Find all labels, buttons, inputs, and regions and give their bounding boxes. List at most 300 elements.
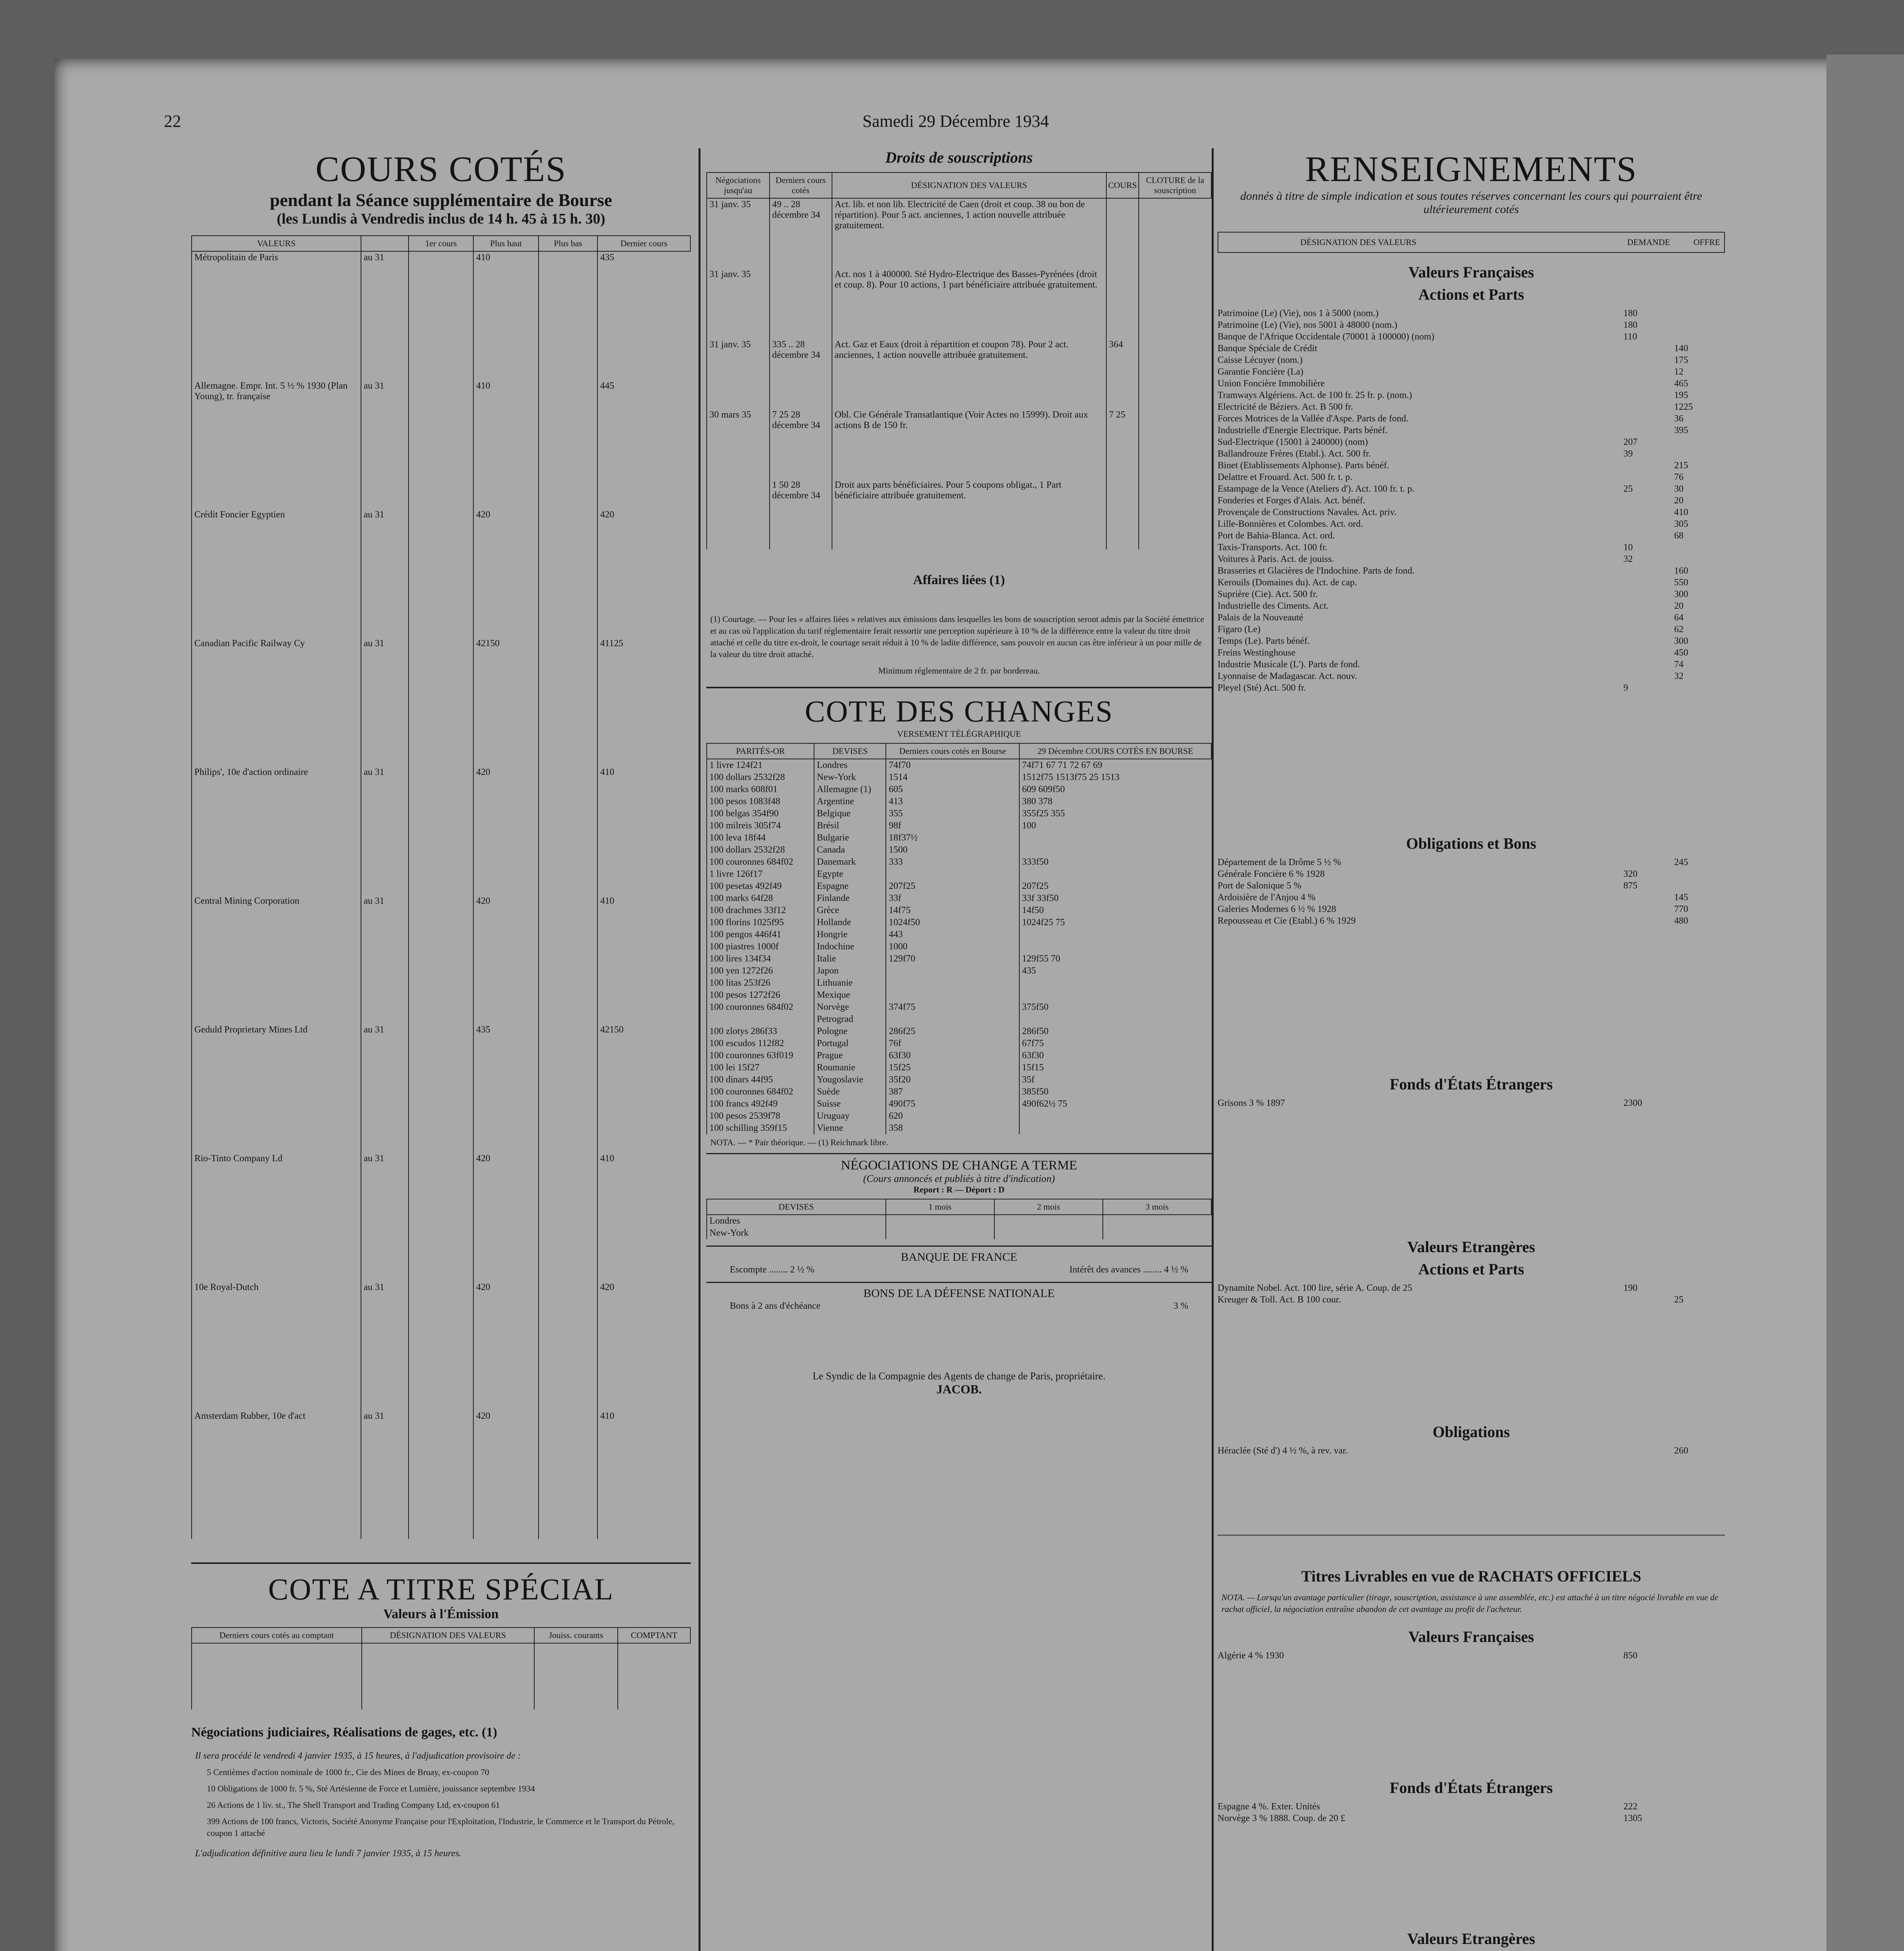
plus-bas-cell: [539, 1024, 597, 1153]
cours-cotes-cell: [1019, 832, 1211, 844]
renseignement-row: [1218, 378, 1725, 389]
table-row: [707, 268, 1211, 339]
column-header: DÉSIGNATION DES VALEURS: [362, 1628, 534, 1643]
parite-cell: [707, 771, 814, 784]
cours-cell: 49 .. 28 décembre 34: [770, 198, 832, 268]
valeur-name: Port de Salonique 5 %: [1218, 881, 1301, 891]
table-row: [707, 771, 1211, 784]
table-row: [707, 989, 1211, 1001]
table-row: [707, 1038, 1211, 1050]
dernier-cours-cell: 286f25: [886, 1025, 1019, 1038]
renseignement-row: [1218, 518, 1725, 530]
valeur-name: Ballandrouze Frères (Etabl.). Act. 500 fr.: [1218, 449, 1371, 459]
parite-unit: 100 belgas: [709, 808, 750, 819]
terme-subtitle: (Cours annoncés et publiés à titre d'indication): [863, 1173, 1055, 1184]
renseignements-subtitle: donnés à titre de simple indication et sous toutes réserves concernant les cours qui pourraient être ultérieurement cotés: [1240, 190, 1702, 216]
terme-cell: au 31: [361, 1410, 409, 1539]
dernier-cours-cell: 14f75: [886, 904, 1019, 917]
valeur-name: Freins Westinghouse: [1218, 648, 1296, 658]
renseignement-row: [1218, 565, 1725, 577]
valeur-name: Sud-Electrique (15001 à 240000) (nom): [1218, 437, 1368, 447]
plus-haut-cell: 420: [473, 766, 539, 895]
negociations-title: Négociations judiciaires, Réalisations de gages, etc. (1): [191, 1725, 498, 1740]
renseignement-row: [1218, 1650, 1725, 1661]
valeur-name: Département de la Drôme 5 ½ %: [1218, 857, 1341, 867]
parite-or: 63f019: [766, 1050, 793, 1061]
table-row: [707, 953, 1211, 965]
designation-cell: Act. lib. et non lib. Electricité de Caen (droit et coup. 38 ou bon de répartition). Pour 5 act. anciennes, 1 action nouvelle attribuée gratuitement.: [832, 198, 1106, 268]
parite-unit: 100 pesos: [709, 990, 747, 1000]
page-number: 22: [164, 112, 181, 131]
valeur-cell: Métropolitain de Paris: [192, 251, 361, 380]
table-row: [192, 766, 690, 895]
renseignements-header: [1218, 232, 1725, 253]
cours-cotes-cell: [1019, 1110, 1211, 1122]
cloture-cell: [1106, 268, 1139, 339]
devise-cell: Espagne: [814, 880, 886, 892]
dernier-cours-cell: 410: [597, 766, 690, 895]
dernier-cours-cell: 1514: [886, 771, 1019, 784]
valeur-prices: [1623, 1812, 1725, 1824]
offre-value: 175: [1674, 355, 1688, 365]
premier-cours-cell: [409, 1153, 474, 1281]
valeur-name: Grisons 3 % 1897: [1218, 1098, 1285, 1108]
cours-cotes-hours: (les Lundis à Vendredis inclus de 14 h. 45 à 15 h. 30): [277, 211, 605, 227]
renseignement-row: [1218, 553, 1725, 565]
offre-value: 20: [1674, 496, 1684, 506]
dernier-cours-cell: 18f37½: [886, 832, 1019, 844]
dernier-cours-cell: [886, 989, 1019, 1001]
parite-or: 492f49: [751, 1099, 778, 1109]
demande-value: 9: [1623, 683, 1628, 693]
parite-cell: [707, 1122, 814, 1134]
column-header: CLOTURE de la souscription: [1139, 172, 1211, 198]
table-row: [192, 1410, 690, 1539]
negociation-item: 5 Centièmes d'action nominale de 1000 fr., Cie des Mines de Bruay, ex-coupon 70: [207, 1767, 489, 1777]
dernier-cours-cell: 387: [886, 1086, 1019, 1098]
offre-value: 1225: [1674, 402, 1693, 412]
demande-value: 180: [1623, 308, 1637, 318]
table-row: [707, 808, 1211, 820]
renseignement-row: [1218, 1294, 1725, 1306]
table-row: [707, 929, 1211, 941]
premier-cours-cell: [409, 1281, 474, 1410]
renseignement-row: [1218, 343, 1725, 354]
offre-value: 480: [1674, 916, 1688, 926]
dernier-cours-cell: [886, 1013, 1019, 1025]
offre-value: 12: [1674, 367, 1684, 377]
avances-label: Intérêt des avances: [1069, 1265, 1141, 1275]
renseignement-row: [1218, 354, 1725, 366]
dernier-cours-cell: 420: [597, 1281, 690, 1410]
table-row: [707, 868, 1211, 880]
cours-cotes-cell: 15f15: [1019, 1062, 1211, 1074]
cours-cotes-cell: 333f50: [1019, 856, 1211, 868]
terme-cell: au 31: [361, 895, 409, 1024]
dernier-cours-cell: 63f30: [886, 1050, 1019, 1062]
dernier-cours-cell: 76f: [886, 1038, 1019, 1050]
offre-value: 300: [1674, 589, 1688, 599]
section-fonds-etats: Fonds d'États Étrangers: [1390, 1075, 1553, 1093]
parite-or: 2539f78: [749, 1111, 780, 1121]
valeur-name: Fonderies et Forges d'Alais. Act. bénéf.: [1218, 496, 1365, 506]
renseignement-row: [1218, 530, 1725, 542]
dernier-cours-cell: 333: [886, 856, 1019, 868]
renseignement-row: [1218, 600, 1725, 612]
renseignement-row: [1218, 460, 1725, 471]
parite-or: 124f21: [736, 760, 763, 770]
renseignement-row: [1218, 635, 1725, 647]
devise-cell: Grèce: [814, 904, 886, 917]
cloture-cell: 7 25: [1106, 409, 1139, 479]
dernier-cours-cell: 435: [597, 251, 690, 380]
cours-cotes-cell: [1019, 1013, 1211, 1025]
plus-haut-cell: 435: [473, 1024, 539, 1153]
terme-table: [706, 1199, 1212, 1239]
terme-legend: Report : R — Déport : D: [913, 1185, 1005, 1194]
table-row: [192, 1153, 690, 1281]
valeur-prices: [1623, 307, 1725, 319]
fee2-list: [1218, 1801, 1725, 1824]
parite-unit: 100 francs: [709, 1099, 749, 1109]
terme-cell: au 31: [361, 509, 409, 638]
terme-cell: au 31: [361, 766, 409, 895]
offre-value: 770: [1674, 904, 1688, 914]
valeur-prices: [1623, 577, 1725, 588]
section-obligations-2: Obligations: [1433, 1423, 1510, 1441]
devise-cell: Suède: [814, 1086, 886, 1098]
parite-cell: [707, 1098, 814, 1110]
table-row: [707, 339, 1211, 409]
renseignement-row: [1218, 389, 1725, 401]
dernier-cours-cell: [886, 868, 1019, 880]
demande-value: 180: [1623, 320, 1637, 330]
valeur-prices: [1623, 600, 1725, 612]
parite-unit: 100 leva: [709, 833, 741, 843]
column-header: Dernier cours: [597, 236, 690, 251]
cours-cell: [770, 268, 832, 339]
table-row: [707, 820, 1211, 832]
dernier-cours-cell: 445: [597, 380, 690, 509]
demande-value: 110: [1623, 332, 1637, 342]
parite-or: 684f02: [766, 1087, 793, 1097]
valeur-name: Brasseries et Glacières de l'Indochine. Parts de fond.: [1218, 566, 1415, 576]
cours-cotes-cell: 63f30: [1019, 1050, 1211, 1062]
parite-cell: [707, 856, 814, 868]
devise-cell: Italie: [814, 953, 886, 965]
devise-cell: Prague: [814, 1050, 886, 1062]
column-header: 2 mois: [994, 1199, 1103, 1215]
changes-title: COTE DES CHANGES: [805, 694, 1113, 728]
valeur-name: Repousseau et Cie (Etabl.) 6 % 1929: [1218, 916, 1356, 926]
valeur-name: Banque de l'Afrique Occidentale (70001 à 100000) (nom): [1218, 332, 1435, 342]
titres-livrables-title: Titres Livrables en vue de RACHATS OFFICIELS: [1301, 1567, 1641, 1585]
table-row: [707, 977, 1211, 989]
valeur-name: Estampage de la Vence (Ateliers d'). Act. 100 fr. t. p.: [1218, 484, 1415, 494]
table-row: [192, 638, 690, 766]
cours-cotes-table: [191, 235, 691, 1539]
table-row: [707, 1098, 1211, 1110]
column-left: [191, 148, 691, 1862]
cours-cotes-cell: [1019, 977, 1211, 989]
parite-cell: [707, 1025, 814, 1038]
valeur-prices: [1623, 389, 1725, 401]
negociation-item: 26 Actions de 1 liv. st., The Shell Transport and Trading Company Ltd, ex-coupon 61: [207, 1800, 500, 1810]
valeur-name: Pleyel (Sté) Act. 500 fr.: [1218, 683, 1306, 693]
parite-or: 286f33: [750, 1026, 777, 1036]
renseignement-row: [1218, 506, 1725, 518]
devise-cell: Bulgarie: [814, 832, 886, 844]
cours-cotes-cell: 490f62½ 75: [1019, 1098, 1211, 1110]
column-header: DÉSIGNATION DES VALEURS: [832, 172, 1106, 198]
parite-cell: [707, 1013, 814, 1025]
devise-cell: Yougoslavie: [814, 1074, 886, 1086]
devise-cell: New-York: [707, 1227, 886, 1239]
valeur-name: Provençale de Constructions Navales. Act. priv.: [1218, 507, 1397, 517]
cours-cotes-cell: 33f 33f50: [1019, 892, 1211, 904]
valeur-prices: [1623, 471, 1725, 483]
renseignement-row: [1218, 483, 1725, 495]
droits-table: [706, 172, 1212, 549]
offre-value: 25: [1674, 1295, 1684, 1305]
table-row: [707, 880, 1211, 892]
table-row: [707, 759, 1211, 771]
devise-cell: Danemark: [814, 856, 886, 868]
demande-value: 190: [1623, 1283, 1637, 1293]
plus-bas-cell: [539, 380, 597, 509]
demande-value: 25: [1623, 484, 1633, 494]
column-divider: [699, 148, 700, 1951]
valeur-prices: [1623, 319, 1725, 331]
section-obligations-bons: Obligations et Bons: [1406, 835, 1536, 852]
cours-cotes-cell: 100: [1019, 820, 1211, 832]
renseignement-row: [1218, 1812, 1725, 1824]
offre-value: 550: [1674, 577, 1688, 588]
column-middle: [706, 148, 1212, 1397]
cours-cell: 335 .. 28 décembre 34: [770, 339, 832, 409]
parite-cell: [707, 917, 814, 929]
plus-haut-cell: 410: [473, 251, 539, 380]
renseignement-row: [1218, 1282, 1725, 1294]
renseignement-row: [1218, 915, 1725, 927]
date-cell: 31 janv. 35: [707, 198, 770, 268]
column-right: [1218, 148, 1725, 1951]
terme-cell: au 31: [361, 251, 409, 380]
plus-bas-cell: [539, 251, 597, 380]
valeur-name: Figaro (Le): [1218, 624, 1260, 634]
parite-or: 684f02: [766, 857, 793, 867]
devise-cell: Argentine: [814, 796, 886, 808]
valeur-prices: [1623, 1097, 1725, 1109]
parite-cell: [707, 977, 814, 989]
dernier-cours-cell: 1500: [886, 844, 1019, 856]
table-row: [192, 1281, 690, 1410]
renseignement-row: [1218, 366, 1725, 378]
col-demande: DEMANDE: [1627, 237, 1670, 247]
cote-special-title: COTE A TITRE SPÉCIAL: [268, 1572, 614, 1606]
table-row: [192, 1024, 690, 1153]
parite-cell: [707, 892, 814, 904]
terme-cell: [886, 1227, 994, 1239]
plus-bas-cell: [539, 766, 597, 895]
valeur-name: Ardoisière de l'Anjou 4 %: [1218, 892, 1316, 903]
valeur-prices: [1623, 624, 1725, 635]
parite-unit: 100 drachmes: [709, 905, 762, 915]
valeur-name: Banque Spéciale de Crédit: [1218, 343, 1317, 354]
devise-cell: Pologne: [814, 1025, 886, 1038]
parite-cell: [707, 1038, 814, 1050]
dernier-cours-cell: 620: [886, 1110, 1019, 1122]
section-actions-parts-2: Actions et Parts: [1418, 1260, 1524, 1278]
renseignement-row: [1218, 331, 1725, 343]
valeur-prices: [1623, 378, 1725, 389]
dernier-cours-cell: 207f25: [886, 880, 1019, 892]
parite-cell: [707, 796, 814, 808]
table-row: [192, 895, 690, 1024]
plus-bas-cell: [539, 895, 597, 1024]
valeur-name: Industrielle des Ciments. Act.: [1218, 601, 1329, 611]
column-header: Plus bas: [539, 236, 597, 251]
negociations-list: [191, 1764, 691, 1841]
devise-cell: Londres: [707, 1215, 886, 1227]
parite-unit: 100 piastres: [709, 942, 755, 952]
date-cell: 30 mars 35: [707, 409, 770, 479]
parite-unit: 100 schilling: [709, 1123, 758, 1133]
cours-cell: 1 50 28 décembre 34: [770, 479, 832, 549]
dernier-cours-cell: 490f75: [886, 1098, 1019, 1110]
plus-haut-cell: 420: [473, 1281, 539, 1410]
premier-cours-cell: [409, 509, 474, 638]
dernier-cours-cell: [886, 977, 1019, 989]
offre-value: 30: [1674, 484, 1684, 494]
bons-value: 3 %: [1173, 1301, 1188, 1311]
devise-cell: Indochine: [814, 941, 886, 953]
valeur-prices: [1623, 542, 1725, 553]
droits-note: (1) Courtage. — Pour les « affaires liées » relatives aux émissions dans lesquelles les bons de souscription seront admis par la Société émettrice et au cas où l'application du tarif réglementaire ferait ressortir une perception supérieure à 10 % de la différence entre la valeur du titre droit attaché et celle du titre ex-droit, le courtage serait réduit à 10 % de ladite différence, sans pouvoir en aucun cas être inférieur à un pour mille de la valeur du titre droit attaché.: [710, 614, 1204, 659]
table-row: [707, 1050, 1211, 1062]
column-header: Plus haut: [473, 236, 539, 251]
parite-or: 18f44: [743, 833, 766, 843]
terme-cell: au 31: [361, 638, 409, 766]
devise-cell: Hongrie: [814, 929, 886, 941]
parite-cell: [707, 989, 814, 1001]
dernier-cours-cell: 410: [597, 1410, 690, 1539]
valeur-name: Suprière (Cie). Act. 500 fr.: [1218, 589, 1318, 599]
table-row: [707, 844, 1211, 856]
dernier-cours-cell: 374f75: [886, 1001, 1019, 1013]
parite-or: 684f02: [766, 1002, 793, 1012]
renseignement-row: [1218, 425, 1725, 436]
terme-title: NÉGOCIATIONS DE CHANGE A TERME: [841, 1158, 1077, 1173]
section-valeurs-etrangeres-2: Valeurs Etrangères: [1407, 1930, 1535, 1947]
table-row: [707, 1013, 1211, 1025]
devise-cell: Roumanie: [814, 1062, 886, 1074]
table-row: [707, 409, 1211, 479]
table-row: [707, 1001, 1211, 1013]
dernier-cours-cell: 42150: [597, 1024, 690, 1153]
devise-cell: Uruguay: [814, 1110, 886, 1122]
plus-haut-cell: 42150: [473, 638, 539, 766]
valeur-prices: [1623, 670, 1725, 682]
dernier-cours-cell: 443: [886, 929, 1019, 941]
offre-value: 215: [1674, 460, 1688, 471]
renseignement-row: [1218, 856, 1725, 868]
negociations-intro: Il sera procédé le vendredi 4 janvier 1935, à 15 heures, à l'adjudication provisoire de :: [195, 1751, 521, 1761]
changes-subtitle: VERSEMENT TÉLÉGRAPHIQUE: [897, 729, 1021, 739]
renseignement-row: [1218, 413, 1725, 425]
parite-cell: [707, 820, 814, 832]
valeur-name: Union Foncière Immobilière: [1218, 378, 1325, 389]
parite-cell: [707, 1074, 814, 1086]
parite-or: 1272f26: [749, 990, 780, 1000]
renseignement-row: [1218, 868, 1725, 880]
parite-or: 64f28: [751, 893, 773, 903]
dernier-cours-cell: 33f: [886, 892, 1019, 904]
valeur-prices: [1623, 565, 1725, 577]
table-row: [707, 784, 1211, 796]
valeur-name: Industrie Musicale (L'). Parts de fond.: [1218, 659, 1360, 670]
column-header: Jouiss. courants: [534, 1628, 618, 1643]
dernier-cours-cell: 355: [886, 808, 1019, 820]
column-header: COMPTANT: [618, 1628, 690, 1643]
devise-cell: New-York: [814, 771, 886, 784]
plus-haut-cell: 420: [473, 1153, 539, 1281]
valeur-prices: [1623, 448, 1725, 460]
valeur-name: Algérie 4 % 1930: [1218, 1651, 1284, 1661]
plus-bas-cell: [539, 1281, 597, 1410]
date-cell: 31 janv. 35: [707, 339, 770, 409]
dernier-cours-cell: 129f70: [886, 953, 1019, 965]
valeur-prices: [1623, 425, 1725, 436]
plus-haut-cell: 420: [473, 509, 539, 638]
cours-cotes-cell: 435: [1019, 965, 1211, 977]
parite-cell: [707, 904, 814, 917]
renseignement-row: [1218, 1445, 1725, 1457]
valeur-cell: Philips', 10e d'action ordinaire: [192, 766, 361, 895]
syndic-name: JACOB.: [936, 1382, 982, 1396]
valeur-prices: [1623, 401, 1725, 413]
parite-unit: 100 marks: [709, 893, 749, 903]
valeur-prices: [1623, 588, 1725, 600]
renseignement-row: [1218, 659, 1725, 670]
demande-value: 10: [1623, 542, 1633, 553]
premier-cours-cell: [409, 766, 474, 895]
valeur-name: Espagne 4 %. Exter. Unités: [1218, 1802, 1320, 1812]
offre-value: 195: [1674, 390, 1688, 400]
valeur-prices: [1623, 518, 1725, 530]
valeur-prices: [1623, 892, 1725, 903]
parite-unit: 1 livre: [709, 869, 734, 879]
negociation-item: 10 Obligations de 1000 fr. 5 %, Sté Artésienne de Force et Lumière, jouissance septembre 1934: [207, 1784, 535, 1793]
ve-actions-list: [1218, 1282, 1725, 1306]
valeur-cell: Central Mining Corporation: [192, 895, 361, 1024]
valeur-prices: [1623, 506, 1725, 518]
parite-or: 1083f48: [749, 796, 780, 807]
table-row: [707, 1074, 1211, 1086]
offre-value: 32: [1674, 671, 1684, 681]
affaires-liees: Affaires liées (1): [913, 573, 1005, 587]
demande-value: 320: [1623, 869, 1637, 879]
renseignement-row: [1218, 495, 1725, 506]
section-valeurs-francaises-2: Valeurs Françaises: [1408, 1628, 1534, 1645]
dernier-cours-cell: 41125: [597, 638, 690, 766]
parite-or: 359f15: [760, 1123, 787, 1133]
parite-or: 126f17: [736, 869, 763, 879]
valeur-name: Palais de la Nouveauté: [1218, 613, 1303, 623]
cours-cotes-title: COURS COTÉS: [315, 149, 567, 189]
valeur-name: Galeries Modernes 6 ½ % 1928: [1218, 904, 1336, 914]
devise-cell: Japon: [814, 965, 886, 977]
